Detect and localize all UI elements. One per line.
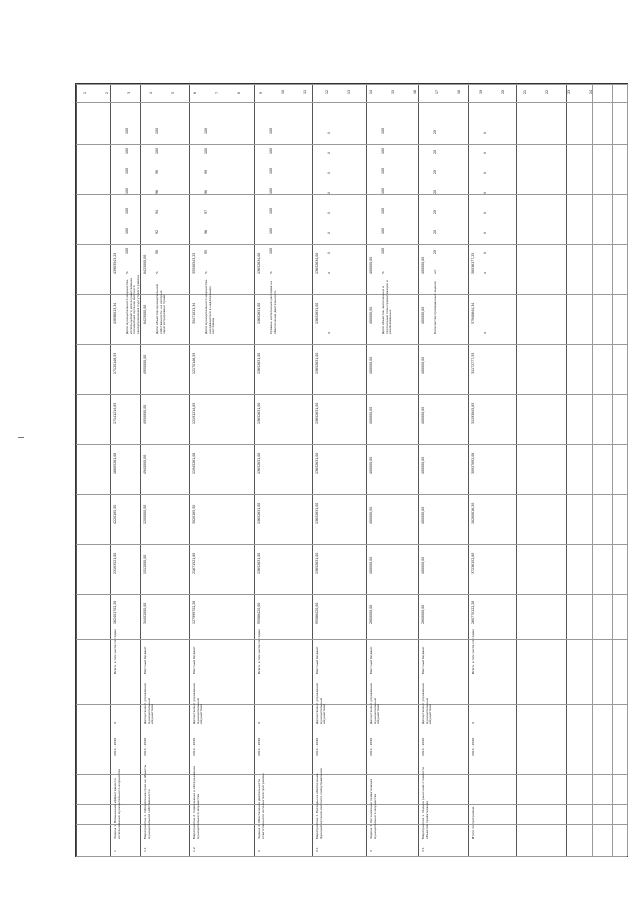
table-hline (76, 704, 627, 705)
table-hline (76, 639, 627, 640)
row-executor: Департамент управления муниципальным имуществом (143, 682, 154, 724)
column-number: 24 (589, 89, 593, 94)
row-year-value: 400000,00 (421, 456, 425, 474)
row-target: 20 (433, 209, 437, 214)
column-number: 11 (303, 89, 307, 94)
row-year-value: 21671521,80 (192, 552, 196, 574)
row-name: Задача 3. Организация приватизации муниципального имущества (369, 777, 377, 839)
row-year-value: 11945261,08 (192, 452, 196, 474)
table-vline (516, 84, 517, 856)
row-indicator: Х (483, 331, 487, 334)
row-number: 3.1 (421, 847, 425, 852)
row-name: Мероприятие 1. Оформление прав на объекты муниципальной собственности (143, 763, 151, 839)
row-year-value: 13652631,00 (257, 502, 261, 524)
row-unit: % (204, 271, 208, 274)
row-total: 95568420,00 (315, 602, 319, 624)
row-target: Х (483, 231, 487, 234)
table-vline (566, 84, 567, 856)
row-number: 1.2 (192, 847, 196, 852)
row-target: 98 (155, 169, 159, 174)
row-unit: % (125, 271, 129, 274)
column-number: 8 (237, 91, 241, 94)
row-target: Х (327, 191, 331, 194)
row-target: 100 (125, 207, 129, 214)
row-indicator: Доля объектов муниципальной собственности, на которые зарегистрировано право (155, 283, 166, 334)
row-year-value: 13652631,00 (257, 352, 261, 374)
table-vline (468, 84, 469, 856)
row-year-value: 13652631,00 (315, 552, 319, 574)
column-number: 7 (215, 91, 219, 94)
row-year-value: 57948644,34 (471, 302, 475, 324)
table-hline (76, 594, 627, 595)
row-target: Х (327, 251, 331, 254)
row-year-value: 4940000,00 (143, 454, 147, 474)
row-years: 2014 - 2020 (369, 737, 373, 756)
table-vline (612, 84, 613, 856)
row-executor: Департамент управления муниципальным имуществом (315, 682, 326, 724)
row-year-value: 13652631,00 (315, 302, 319, 324)
column-number: 20 (501, 89, 505, 94)
row-years: 2014 - 2020 (192, 737, 196, 756)
row-target: 90 (155, 249, 159, 254)
column-number: 19 (479, 89, 483, 94)
row-target: 100 (269, 127, 273, 134)
row-target: Х (483, 171, 487, 174)
row-target: Х (327, 231, 331, 234)
table-vline (189, 84, 190, 856)
table-vline (254, 84, 255, 856)
row-year-value: 1200000,00 (143, 504, 147, 524)
row-source: Местный бюджет (143, 646, 147, 674)
table-hline (76, 444, 627, 445)
row-total: 95568420,00 (257, 602, 261, 624)
row-target: 95 (204, 249, 208, 254)
row-source: Местный бюджет (315, 646, 319, 674)
row-target: 100 (125, 147, 129, 154)
row-year-value: 400000,00 (369, 256, 373, 274)
table-vline (366, 84, 367, 856)
row-unit: Х (483, 271, 487, 274)
row-target: 100 (381, 127, 385, 134)
row-total: 2800000,00 (369, 604, 373, 624)
row-executor: Департамент управления муниципальным имуществом (192, 682, 203, 724)
row-year-value: 13652631,00 (315, 502, 319, 524)
row-target: 100 (381, 187, 385, 194)
row-year-value: 13652631,00 (257, 552, 261, 574)
row-target: 100 (125, 187, 129, 194)
row-year-value: 400000,00 (369, 406, 373, 424)
row-years: 2014 - 2020 (315, 737, 319, 756)
row-target: 20 (433, 169, 437, 174)
row-year-value: 400000,00 (369, 306, 373, 324)
margin-dash (18, 437, 24, 438)
row-year-value: 1512000,00 (143, 554, 147, 574)
row-year-value: 4228185,50 (113, 504, 117, 524)
row-indicator: Х (327, 331, 331, 334)
row-target: 100 (269, 247, 273, 254)
row-target: 94 (155, 209, 159, 214)
row-unit: % (269, 271, 273, 274)
row-year-value: 3028185,50 (192, 504, 196, 524)
row-target: 100 (269, 147, 273, 154)
row-year-value: 13652634,00 (315, 252, 319, 274)
row-year-value: 8425000,00 (143, 304, 147, 324)
row-target: Х (327, 171, 331, 174)
row-target: 20 (433, 189, 437, 194)
row-year-value: 35471013,34 (192, 302, 196, 324)
row-unit: Х (327, 271, 331, 274)
row-year-value: 13652631,00 (315, 452, 319, 474)
row-year-value: 400000,00 (421, 256, 425, 274)
row-source: Всего, в том числе по годам (471, 629, 475, 674)
row-indicator: Количество проведенных оценок (433, 281, 437, 334)
row-years: 2014 - 2020 (421, 737, 425, 756)
row-year-value: 400000,00 (369, 506, 373, 524)
row-unit: шт. (433, 268, 437, 274)
row-year-value: 400000,00 (421, 506, 425, 524)
row-number: 1 (113, 850, 117, 852)
row-executor: Департамент управления муниципальным имуществом (421, 682, 432, 724)
row-executor: Департамент управления муниципальным имуществом (369, 682, 380, 724)
row-unit: % (155, 271, 159, 274)
row-name: Задача 2. Обеспечение деятельности ответственного исполнителя программы (257, 773, 265, 839)
row-target: Х (483, 131, 487, 134)
table-vline (140, 84, 141, 856)
row-target: 100 (381, 167, 385, 174)
row-year-value: 43896013,34 (113, 302, 117, 324)
column-number: 10 (281, 89, 285, 94)
table-hline (76, 544, 627, 545)
row-year-value: 13652631,00 (315, 402, 319, 424)
table-hline (76, 344, 627, 345)
row-number: 1.1 (143, 847, 147, 852)
table-vline (312, 84, 313, 856)
column-number: 21 (523, 89, 527, 94)
row-target: 96 (155, 189, 159, 194)
row-target: 100 (381, 227, 385, 234)
table-hline (76, 494, 627, 495)
column-number: 2 (105, 91, 109, 94)
row-name: Мероприятие 1. Расходы на обеспечение функций органов местного самоуправления (315, 768, 323, 839)
row-year-value: 58036177,25 (471, 252, 475, 274)
row-year-value: 13652634,00 (257, 252, 261, 274)
row-year-value: 400000,00 (369, 556, 373, 574)
row-target: 99 (204, 169, 208, 174)
column-number: 4 (149, 91, 153, 94)
row-name: Задача 1. Повышение эффективности использования муниципального имущества (113, 768, 121, 839)
row-source: Местный бюджет (369, 646, 373, 674)
row-indicator: Доля муниципального имущества, используемого для осуществления полномочий органов местного самоуправления Сургутского района (125, 274, 140, 334)
row-target: 100 (269, 207, 273, 214)
row-executor: Х (471, 721, 475, 724)
row-target: 100 (269, 167, 273, 174)
column-number: 12 (325, 89, 329, 94)
row-year-value: 8425000,00 (143, 254, 147, 274)
row-source: Всего, в том числе по годам (257, 629, 261, 674)
row-number: 2 (257, 850, 261, 852)
table-hline (76, 774, 627, 775)
row-years: 2014 - 2020 (143, 737, 147, 756)
table-vline (627, 84, 628, 856)
row-year-value: 31172777,55 (471, 352, 475, 374)
row-indicator: Доля муниципального имущества, находящегося в надлежащем состоянии (204, 277, 215, 334)
row-source: Местный бюджет (421, 646, 425, 674)
table-hline (76, 394, 627, 395)
row-year-value: 35558543,25 (192, 252, 196, 274)
row-name: Мероприятие 2. Содержание и обслуживание муниципального имущества (192, 764, 200, 839)
row-year-value: 17120146,55 (113, 352, 117, 374)
table-hline (76, 804, 627, 805)
row-target: Х (483, 151, 487, 154)
row-target: Х (327, 211, 331, 214)
column-number: 14 (369, 89, 373, 94)
row-indicator: Доля объектов, включенных в прогнозный план приватизации и реализованных (381, 279, 392, 334)
table-hline (76, 194, 627, 195)
row-target: 100 (381, 207, 385, 214)
row-target: 100 (155, 147, 159, 154)
row-target: Х (483, 191, 487, 194)
row-target: 100 (269, 187, 273, 194)
row-year-value: 400000,00 (421, 406, 425, 424)
row-years: 2014 - 2020 (113, 737, 117, 756)
row-year-value: 400000,00 (421, 356, 425, 374)
row-year-value: 12191214,85 (192, 402, 196, 424)
row-target: 20 (433, 129, 437, 134)
row-year-value: 400000,00 (369, 456, 373, 474)
row-year-value: 31193845,85 (471, 402, 475, 424)
column-number: 3 (127, 91, 131, 94)
row-indicator: Уровень исполнения расходов на обеспечение деятельности (269, 279, 277, 334)
row-year-value: 400000,00 (369, 356, 373, 374)
row-total: 34402000,00 (143, 602, 147, 624)
row-year-value: 400000,00 (421, 556, 425, 574)
row-name: Мероприятие 1. Оценка рыночной стоимости объектов приватизации (421, 765, 429, 839)
column-number: 13 (347, 89, 351, 94)
table-hline (76, 856, 627, 857)
column-number: 18 (457, 89, 461, 94)
row-source: Всего, в том числе по годам (113, 629, 117, 674)
table-hline (76, 102, 627, 103)
row-total: 260770122,28 (471, 600, 475, 624)
row-target: Х (327, 151, 331, 154)
row-target: 100 (269, 227, 273, 234)
row-years: 2014 - 2020 (257, 737, 261, 756)
column-number: 9 (259, 91, 263, 94)
row-year-value: 16885261,08 (113, 452, 117, 474)
row-number: 2.1 (315, 847, 319, 852)
column-number: 22 (545, 89, 549, 94)
row-target: 97 (204, 209, 208, 214)
row-target: Х (483, 251, 487, 254)
table-vline (418, 84, 419, 856)
row-year-value: 4950000,00 (143, 404, 147, 424)
row-target: Х (327, 131, 331, 134)
column-number: 5 (171, 91, 175, 94)
row-target: 20 (433, 229, 437, 234)
row-year-value: 23183521,80 (113, 552, 117, 574)
table-vline (589, 84, 593, 856)
row-target: 20 (433, 149, 437, 154)
row-year-value: 37236152,80 (471, 552, 475, 574)
row-year-value: 18280816,50 (471, 502, 475, 524)
row-target: 100 (125, 167, 129, 174)
row-target: 100 (204, 147, 208, 154)
column-number: 23 (567, 89, 571, 94)
row-target: 100 (381, 247, 385, 254)
row-target: 96 (204, 229, 208, 234)
row-year-value: 13652631,00 (257, 302, 261, 324)
table-vline (76, 84, 77, 856)
row-name: Итого по программе (471, 806, 475, 839)
row-target: 100 (381, 147, 385, 154)
row-total: 162401702,28 (113, 600, 117, 624)
row-target: 100 (155, 127, 159, 134)
row-year-value: 400000,00 (421, 306, 425, 324)
row-target: 100 (125, 227, 129, 234)
row-target: 100 (125, 127, 129, 134)
column-number: 15 (391, 89, 395, 94)
row-year-value: 4950000,00 (143, 354, 147, 374)
row-total: 2800000,00 (421, 604, 425, 624)
row-target: 98 (204, 189, 208, 194)
row-executor: Х (257, 721, 261, 724)
row-total: 127999702,28 (192, 600, 196, 624)
row-target: Х (483, 211, 487, 214)
column-number: 6 (193, 91, 197, 94)
row-target: 100 (204, 127, 208, 134)
row-target: 100 (125, 247, 129, 254)
row-year-value: 30937892,08 (471, 452, 475, 474)
row-executor: Х (113, 721, 117, 724)
table-hline (76, 824, 627, 825)
row-target: 92 (155, 229, 159, 234)
row-years: 2014 - 2020 (471, 737, 475, 756)
row-year-value: 13652631,00 (257, 452, 261, 474)
table-vline (110, 84, 111, 856)
column-number: 17 (435, 89, 439, 94)
column-number: 1 (83, 91, 87, 94)
row-year-value: 13652631,00 (315, 352, 319, 374)
column-number: 16 (413, 89, 417, 94)
table-hline (76, 84, 627, 85)
row-target: 20 (433, 249, 437, 254)
row-year-value: 12170146,55 (192, 352, 196, 374)
program-table (75, 83, 628, 857)
row-number: 3 (369, 850, 373, 852)
row-source: Местный бюджет (192, 646, 196, 674)
row-year-value: 13652631,00 (257, 402, 261, 424)
row-year-value: 17141214,85 (113, 402, 117, 424)
row-unit: % (381, 271, 385, 274)
row-year-value: 43983543,25 (113, 252, 117, 274)
